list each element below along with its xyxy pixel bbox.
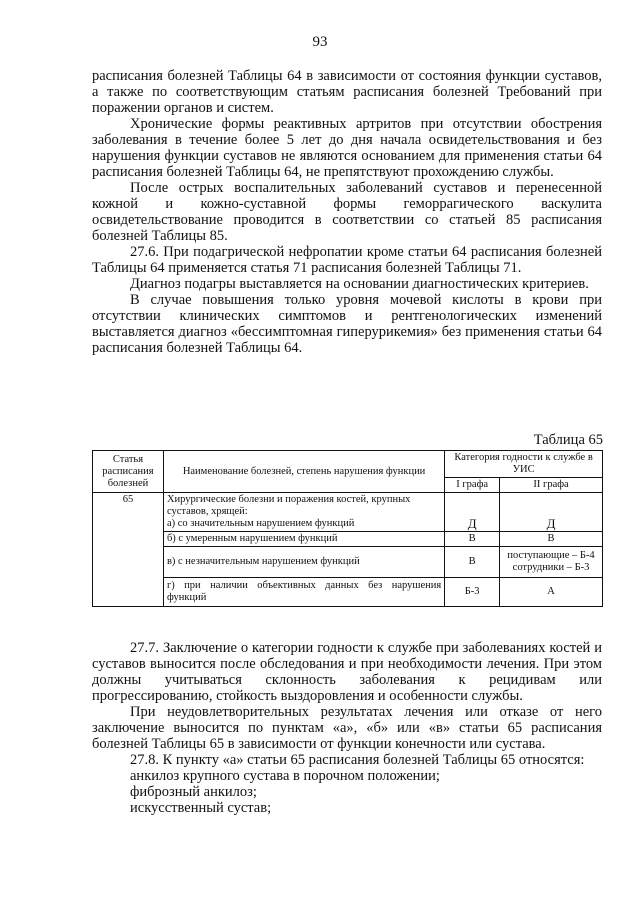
paragraph: расписания болезней Таблицы 64 в зависимости от состояния функции суставов, а также по соответствующим статьям расписания болезней Требований при поражении органов и систем. bbox=[92, 68, 602, 116]
text-block-bottom bbox=[92, 640, 602, 816]
paragraph: В случае повышения только уровня мочевой кислоты в крови при отсутствии клинических симптомов и рентгенологических изменений выставляется диагноз «бессимптомная гиперурикемия» без применения статьи 64 расписания болезней Таблицы 64. bbox=[92, 292, 602, 356]
header-col2: II графа bbox=[500, 478, 603, 493]
row-name: в) с незначительным нарушением функций bbox=[163, 547, 444, 578]
row-name-a: а) со значительным нарушением функций bbox=[166, 518, 355, 529]
list-item: анкилоз крупного сустава в порочном положении; bbox=[130, 768, 440, 784]
paragraph: При неудовлетворительных результатах лечения или отказе от него заключение выносится по пунктам «а», «б» или «в» статьи 65 расписания болезней Таблицы 65 в зависимости от функции конечности или сустава. bbox=[92, 704, 602, 752]
paragraph: 27.6. При подагрической нефропатии кроме статьи 64 расписания болезней Таблицы 64 применяется статья 71 расписания болезней Таблицы 71. bbox=[92, 244, 602, 276]
paragraph: После острых воспалительных заболеваний суставов и перенесенной кожной и кожно-суставной формы геморрагического васкулита освидетельствование проводится в соответствии со статьей 85 расписания болезней Таблицы 85. bbox=[92, 180, 602, 244]
list-item: фиброзный анкилоз; bbox=[130, 784, 257, 800]
text-block-top bbox=[92, 68, 602, 356]
row-col2: А bbox=[500, 578, 603, 607]
row-col2: поступающие – Б-4 сотрудники – Б-3 bbox=[500, 547, 603, 578]
table-row bbox=[93, 547, 603, 578]
row-col1: Б-3 bbox=[445, 578, 500, 607]
row-name bbox=[163, 493, 444, 532]
article-number: 65 bbox=[93, 493, 164, 607]
table-caption: Таблица 65 bbox=[533, 432, 603, 448]
row-col1: Д bbox=[445, 493, 500, 532]
table-row bbox=[93, 493, 603, 532]
paragraph: Диагноз подагры выставляется на основании диагностических критериев. bbox=[130, 276, 589, 292]
row-name: б) с умеренным нарушением функций bbox=[163, 532, 444, 547]
disease-table bbox=[92, 450, 603, 607]
row-col1: В bbox=[445, 532, 500, 547]
header-name: Наименование болезней, степень нарушения функции bbox=[163, 451, 444, 493]
paragraph: 27.8. К пункту «а» статьи 65 расписания болезней Таблицы 65 относятся: bbox=[130, 752, 585, 768]
row-name: г) при наличии объективных данных без нарушения функций bbox=[163, 578, 444, 607]
row-col2: В bbox=[500, 532, 603, 547]
header-article: Статья расписания болезней bbox=[93, 451, 164, 493]
list-item: искусственный сустав; bbox=[130, 800, 272, 816]
page-number: 93 bbox=[312, 34, 328, 50]
row-col2: Д bbox=[500, 493, 603, 532]
table-row bbox=[93, 532, 603, 547]
header-category: Категория годности к службе в УИС bbox=[445, 451, 603, 478]
table-row bbox=[93, 578, 603, 607]
table-intro: Хирургические болезни и поражения костей, крупных суставов, хрящей: bbox=[166, 494, 411, 517]
paragraph: 27.7. Заключение о категории годности к службе при заболеваниях костей и суставов выносится после обследования и при необходимости лечения. При этом должны учитываться склонность заболевания к рецидивам или прогрессированию, стойкость выздоровления и особенности службы. bbox=[92, 640, 602, 704]
row-col1: В bbox=[445, 547, 500, 578]
paragraph: Хронические формы реактивных артритов при отсутствии обострения заболевания в течение более 5 лет до дня начала освидетельствования и без нарушения функции суставов не являются основанием для применения статьи 64 расписания болезней Таблицы 64, не препятствуют прохождению службы. bbox=[92, 116, 602, 180]
table-header-row bbox=[93, 451, 603, 478]
header-col1: I графа bbox=[445, 478, 500, 493]
